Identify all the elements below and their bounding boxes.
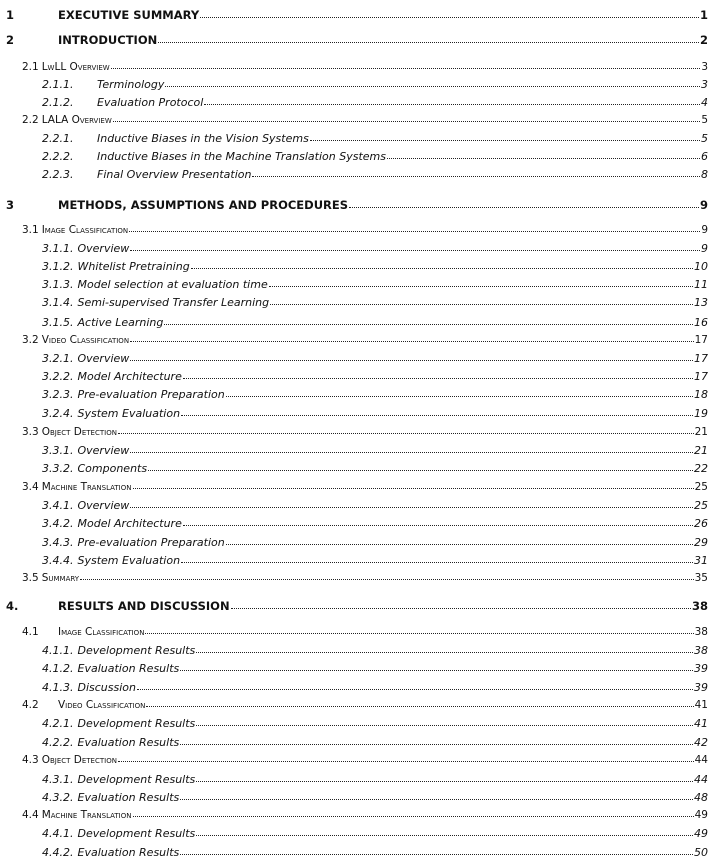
toc-entry-page: 38 [694, 626, 708, 638]
toc-entry-page: 49 [694, 827, 708, 840]
toc-entry[interactable] [42, 316, 708, 329]
toc-entry-number: 3.5 [22, 572, 39, 584]
toc-entry[interactable] [42, 462, 708, 475]
toc-entry-title: Model Architecture [77, 370, 182, 383]
dot-leader [200, 17, 699, 18]
toc-entry-number: 4. [6, 599, 19, 613]
toc-entry-page: 16 [694, 316, 708, 329]
toc-entry-number: 2.1.2. [42, 96, 74, 109]
toc-entry[interactable] [42, 517, 708, 530]
dot-leader [204, 104, 700, 105]
toc-entry[interactable] [42, 846, 708, 859]
toc-entry-number: 3.1.1. [42, 242, 74, 255]
toc-entry-page: 42 [694, 736, 708, 749]
dot-leader [181, 562, 693, 563]
dot-leader [118, 761, 694, 762]
toc-entry-title: Evaluation Results [77, 846, 180, 859]
toc-entry-title: Development Results [77, 644, 196, 657]
dot-leader [145, 633, 693, 634]
toc-entry-title: Components [77, 462, 148, 475]
dot-leader [129, 231, 700, 232]
dot-leader [111, 68, 701, 69]
toc-entry-title: Discussion [77, 681, 136, 694]
dot-leader [146, 706, 693, 707]
toc-entry-number: 3.4.1. [42, 499, 74, 512]
toc-entry-number: 4.2.1. [42, 717, 74, 730]
toc-entry[interactable] [22, 699, 708, 711]
toc-entry[interactable] [42, 296, 708, 309]
toc-entry-title: Pre-evaluation Preparation [77, 536, 225, 549]
toc-entry-title: Whitelist Pretraining [77, 260, 190, 273]
dot-leader [180, 854, 693, 855]
dot-leader [183, 525, 693, 526]
toc-entry-page: 18 [694, 388, 708, 401]
toc-entry-number: 3.3 [22, 426, 39, 438]
toc-entry-number: 3.2.2. [42, 370, 74, 383]
toc-entry[interactable] [22, 114, 708, 126]
toc-entry[interactable] [42, 78, 708, 91]
toc-entry-page: 11 [694, 278, 708, 291]
toc-entry[interactable] [22, 626, 708, 638]
dot-leader [130, 360, 693, 361]
toc-entry-title: LwLL Overview [41, 61, 110, 73]
toc-entry-page: 17 [694, 352, 708, 365]
toc-entry[interactable] [22, 572, 708, 584]
dot-leader [133, 488, 694, 489]
toc-entry[interactable] [42, 278, 708, 291]
toc-entry-number: 2.2.3. [42, 168, 74, 181]
dot-leader [180, 799, 693, 800]
toc-entry-page: 13 [694, 296, 708, 309]
toc-entry[interactable] [42, 499, 708, 512]
toc-entry-page: 41 [694, 699, 708, 711]
toc-entry[interactable] [42, 168, 708, 181]
dot-leader [269, 286, 693, 287]
toc-entry-number: 2.2 [22, 114, 39, 126]
toc-entry-page: 21 [694, 426, 708, 438]
toc-entry-title: Overview [77, 352, 130, 365]
toc-entry-title: Inductive Biases in the Vision Systems [97, 132, 309, 145]
toc-entry-number: 3.1 [22, 224, 39, 236]
toc-entry[interactable] [42, 791, 708, 804]
toc-entry-title: Final Overview Presentation [97, 168, 252, 181]
toc-entry[interactable] [22, 754, 708, 766]
dot-leader [148, 470, 693, 471]
dot-leader [130, 341, 694, 342]
toc-entry-title: Overview [77, 242, 130, 255]
toc-entry[interactable] [42, 736, 708, 749]
toc-entry-page: 4 [701, 96, 708, 109]
toc-entry[interactable] [42, 773, 708, 786]
toc-entry-title: Machine Translation [41, 809, 132, 821]
toc-entry-number: 3.2.4. [42, 407, 74, 420]
dot-leader [130, 250, 700, 251]
toc-entry-title: Video Classification [41, 334, 130, 346]
toc-entry-title: System Evaluation [77, 407, 181, 420]
toc-entry[interactable] [42, 827, 708, 840]
toc-entry[interactable] [42, 96, 708, 109]
dot-leader [183, 378, 693, 379]
toc-entry[interactable] [42, 536, 708, 549]
toc-entry-number: 2.2.2. [42, 150, 74, 163]
toc-entry[interactable] [42, 407, 708, 420]
toc-entry-page: 2 [699, 33, 708, 47]
dot-leader [270, 304, 693, 305]
dot-leader [196, 652, 693, 653]
toc-entry[interactable] [42, 242, 708, 255]
dot-leader [164, 324, 693, 325]
toc-entry-title: INTRODUCTION [58, 33, 158, 47]
dot-leader [196, 835, 693, 836]
toc-entry-page: 39 [694, 662, 708, 675]
toc-entry-page: 3 [701, 61, 708, 73]
toc-entry-title: Machine Translation [41, 481, 132, 493]
toc-entry-page: 29 [694, 536, 708, 549]
toc-entry-number: 4.1 [22, 626, 39, 638]
toc-entry-page: 19 [694, 407, 708, 420]
toc-entry[interactable] [42, 554, 708, 567]
dot-leader [387, 158, 700, 159]
toc-entry-number: 3.4.3. [42, 536, 74, 549]
toc-entry-title: Video Classification [58, 699, 146, 711]
toc-entry-number: 3.1.5. [42, 316, 74, 329]
toc-entry-page: 9 [701, 224, 708, 236]
toc-entry-title: Development Results [77, 717, 196, 730]
toc-entry-title: RESULTS AND DISCUSSION [58, 599, 230, 613]
toc-entry-page: 21 [694, 444, 708, 457]
toc-entry-number: 4.2.2. [42, 736, 74, 749]
toc-entry-page: 38 [694, 644, 708, 657]
toc-entry-number: 3.1.4. [42, 296, 74, 309]
toc-entry-number: 2.1 [22, 61, 39, 73]
toc-entry-title: Overview [77, 499, 130, 512]
toc-entry-title: Object Detection [41, 754, 117, 766]
dot-leader [180, 670, 693, 671]
toc-entry-page: 44 [694, 754, 708, 766]
toc-entry-number: 4.4 [22, 809, 39, 821]
toc-entry[interactable] [6, 198, 708, 212]
toc-entry[interactable] [42, 150, 708, 163]
toc-entry-page: 39 [694, 681, 708, 694]
toc-entry-number: 2.2.1. [42, 132, 74, 145]
toc-entry-number: 3.3.1. [42, 444, 74, 457]
toc-entry-number: 2 [6, 33, 15, 47]
dot-leader [226, 544, 693, 545]
toc-entry-number: 4.3.2. [42, 791, 74, 804]
toc-entry[interactable] [42, 662, 708, 675]
toc-entry[interactable] [42, 370, 708, 383]
toc-entry-page: 44 [694, 773, 708, 786]
toc-entry[interactable] [6, 33, 708, 47]
toc-entry-title: Model Architecture [77, 517, 182, 530]
toc-entry[interactable] [22, 334, 708, 346]
toc-entry-page: 1 [699, 8, 708, 22]
toc-entry-page: 9 [701, 242, 708, 255]
toc-entry-page: 49 [694, 809, 708, 821]
toc-entry-title: System Evaluation [77, 554, 181, 567]
toc-entry-number: 3.4.2. [42, 517, 74, 530]
toc-entry-number: 3.3.2. [42, 462, 74, 475]
toc-entry-page: 48 [694, 791, 708, 804]
toc-entry-title: Pre-evaluation Preparation [77, 388, 225, 401]
dot-leader [310, 140, 700, 141]
toc-entry-number: 4.2 [22, 699, 39, 711]
toc-entry[interactable] [22, 809, 708, 821]
dot-leader [133, 816, 694, 817]
toc-entry[interactable] [42, 352, 708, 365]
toc-entry-page: 31 [694, 554, 708, 567]
dot-leader [231, 608, 691, 609]
toc-entry[interactable] [42, 644, 708, 657]
toc-entry[interactable] [42, 444, 708, 457]
toc-entry-page: 38 [691, 599, 708, 613]
toc-entry[interactable] [22, 61, 708, 73]
toc-entry-number: 3.1.3. [42, 278, 74, 291]
toc-entry-title: Overview [77, 444, 130, 457]
toc-entry[interactable] [42, 717, 708, 730]
toc-entry-number: 4.3.1. [42, 773, 74, 786]
toc-entry-number: 4.3 [22, 754, 39, 766]
toc-entry-title: EXECUTIVE SUMMARY [58, 8, 200, 22]
toc-entry-page: 3 [701, 78, 708, 91]
toc-entry-number: 3.4.4. [42, 554, 74, 567]
toc-entry-page: 25 [694, 499, 708, 512]
toc-entry-page: 5 [701, 114, 708, 126]
toc-entry-number: 4.4.2. [42, 846, 74, 859]
toc-entry[interactable] [42, 388, 708, 401]
toc-entry-page: 50 [694, 846, 708, 859]
toc-entry-number: 3.2.3. [42, 388, 74, 401]
toc-entry-number: 3 [6, 198, 15, 212]
dot-leader [118, 433, 694, 434]
dot-leader [191, 268, 693, 269]
dot-leader [158, 42, 699, 43]
toc-entry-page: 17 [694, 370, 708, 383]
dot-leader [80, 579, 694, 580]
toc-entry-title: Active Learning [77, 316, 164, 329]
dot-leader [252, 176, 700, 177]
toc-entry-title: LALA Overview [41, 114, 112, 126]
toc-entry[interactable] [22, 224, 708, 236]
toc-entry-title: Evaluation Results [77, 662, 180, 675]
dot-leader [226, 396, 693, 397]
toc-entry-number: 4.1.1. [42, 644, 74, 657]
toc-entry-page: 26 [694, 517, 708, 530]
toc-entry[interactable] [22, 481, 708, 493]
dot-leader [113, 121, 701, 122]
toc-entry-page: 9 [699, 198, 708, 212]
toc-entry-title: Object Detection [41, 426, 117, 438]
toc-entry[interactable] [22, 426, 708, 438]
toc-entry-page: 35 [694, 572, 708, 584]
dot-leader [137, 689, 693, 690]
dot-leader [180, 744, 693, 745]
toc-entry-title: Semi-supervised Transfer Learning [77, 296, 270, 309]
toc-entry-title: Model selection at evaluation time [77, 278, 268, 291]
dot-leader [181, 415, 693, 416]
toc-entry[interactable] [6, 8, 708, 22]
toc-entry-title: Image Classification [58, 626, 145, 638]
toc-entry-title: Summary [41, 572, 80, 584]
toc-entry-title: Image Classification [41, 224, 129, 236]
toc-entry-number: 3.1.2. [42, 260, 74, 273]
toc-entry[interactable] [6, 599, 708, 613]
dot-leader [130, 452, 693, 453]
toc-entry-page: 41 [694, 717, 708, 730]
toc-entry-title: Evaluation Protocol [97, 96, 204, 109]
toc-entry-page: 22 [694, 462, 708, 475]
toc-entry[interactable] [42, 681, 708, 694]
toc-entry-number: 3.4 [22, 481, 39, 493]
toc-entry-title: Inductive Biases in the Machine Translation Systems [97, 150, 386, 163]
toc-entry-title: Evaluation Results [77, 736, 180, 749]
toc-entry-title: Terminology [97, 78, 165, 91]
dot-leader [196, 781, 693, 782]
toc-entry-title: Development Results [77, 827, 196, 840]
toc-entry-title: Development Results [77, 773, 196, 786]
toc-entry-number: 4.1.2. [42, 662, 74, 675]
toc-entry-number: 3.2.1. [42, 352, 74, 365]
toc-entry[interactable] [42, 132, 708, 145]
toc-entry-number: 2.1.1. [42, 78, 74, 91]
toc-entry-number: 1 [6, 8, 15, 22]
toc-entry-title: Evaluation Results [77, 791, 180, 804]
dot-leader [130, 507, 693, 508]
toc-entry-number: 4.1.3. [42, 681, 74, 694]
toc-entry[interactable] [42, 260, 708, 273]
toc-entry-page: 10 [694, 260, 708, 273]
toc-entry-page: 25 [694, 481, 708, 493]
toc-entry-title: METHODS, ASSUMPTIONS AND PROCEDURES [58, 198, 349, 212]
toc-entry-page: 5 [701, 132, 708, 145]
toc-entry-page: 8 [701, 168, 708, 181]
toc-entry-number: 3.2 [22, 334, 39, 346]
toc-entry-page: 6 [701, 150, 708, 163]
toc-entry-page: 17 [694, 334, 708, 346]
dot-leader [165, 86, 700, 87]
dot-leader [196, 725, 693, 726]
dot-leader [349, 207, 699, 208]
toc-entry-number: 4.4.1. [42, 827, 74, 840]
